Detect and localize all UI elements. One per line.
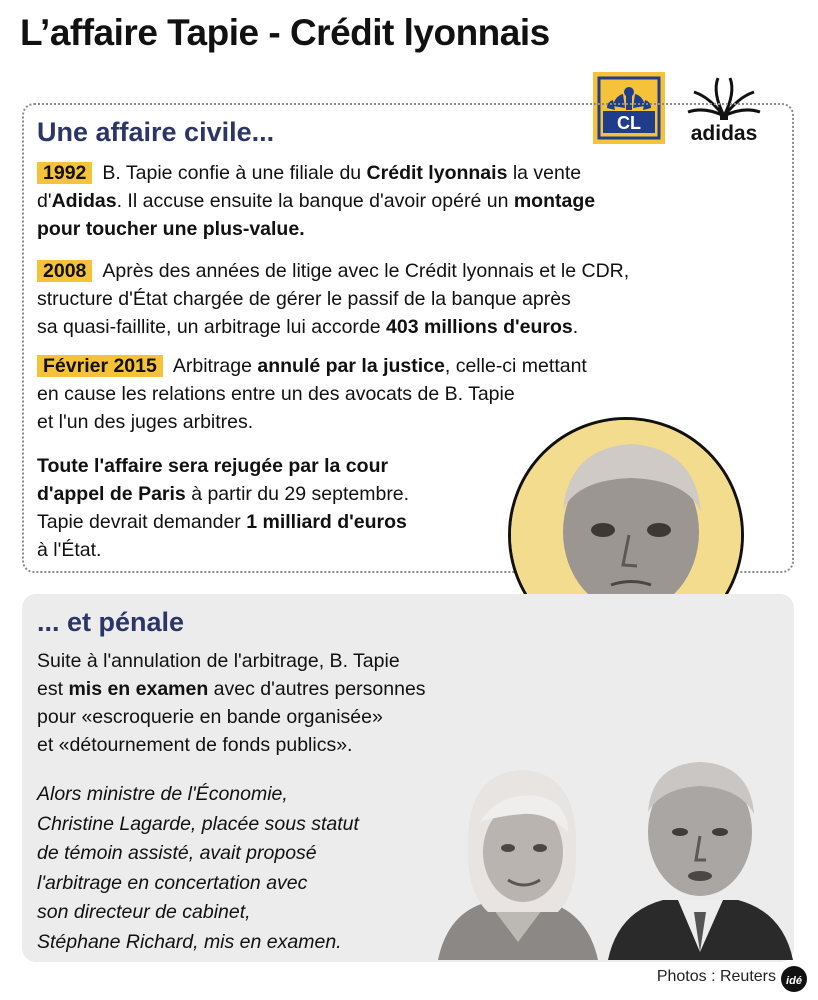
photo-credit: Photos : Reuters [656, 968, 776, 985]
text-line: Suite à l'annulation de l'arbitrage, B. Tapie [37, 650, 400, 672]
text-line: et l'un des juges arbitres. [37, 411, 254, 433]
lagarde-note-line: son directeur de cabinet, [37, 901, 251, 923]
stephane-richard-photo [608, 752, 793, 960]
text-line: Toute l'affaire sera rejugée par la cour [37, 455, 389, 477]
text-line: 1992 B. Tapie confie à une filiale du Crédit lyonnais la vente [37, 159, 757, 187]
lagarde-note-line: l'arbitrage en concertation avec [37, 871, 308, 894]
lagarde-note-line: de témoin assisté, avait proposé [37, 842, 317, 864]
text-line: en cause les relations entre un des avocats de B. Tapie [37, 383, 515, 405]
text-line: 2008 Après des années de litige avec le Crédit lyonnais et le CDR, [37, 257, 777, 285]
event-2008 [37, 257, 777, 341]
text-line: Tapie devrait demander 1 milliard d'euros [37, 511, 407, 533]
penal-heading: ... et pénale [37, 607, 185, 637]
text-line: pour «escroquerie en bande organisée» [37, 706, 383, 728]
lagarde-note-line: Stéphane Richard, mis en examen. [37, 930, 342, 953]
page-title: L’affaire Tapie - Crédit lyonnais [20, 12, 550, 53]
cl-logo-text: CL [617, 113, 641, 133]
christine-lagarde-photo [428, 752, 608, 960]
year-badge: 1992 [37, 162, 92, 184]
lagarde-note-line: Christine Lagarde, placée sous statut [37, 812, 359, 835]
text-line: pour toucher une plus-value. [37, 218, 305, 240]
text-line: est mis en examen avec d'autres personnes [37, 678, 426, 700]
civil-conclusion [37, 452, 507, 564]
svg-text:idé: idé [786, 975, 802, 987]
text-line: à l'État. [37, 539, 102, 561]
year-badge: 2008 [37, 260, 92, 282]
event-1992 [37, 159, 757, 243]
adidas-logo-text: adidas [690, 122, 758, 144]
text-line: et «détournement de fonds publics». [37, 734, 353, 756]
text-line: sa quasi-faillite, un arbitrage lui accorde 403 millions d'euros. [37, 316, 579, 338]
text-line: structure d'État chargée de gérer le passif de la banque après [37, 288, 571, 310]
civil-heading: Une affaire civile... [37, 117, 275, 147]
year-badge: Février 2015 [37, 355, 163, 377]
penal-description [37, 647, 517, 759]
ide-logo-icon [780, 965, 808, 993]
text-line: d'Adidas. Il accuse ensuite la banque d'avoir opéré un montage [37, 190, 596, 212]
lagarde-note [37, 780, 437, 957]
lagarde-note-line: Alors ministre de l'Économie, [37, 783, 288, 805]
text-line: d'appel de Paris à partir du 29 septembre. [37, 483, 410, 505]
text-line: Février 2015 Arbitrage annulé par la justice, celle-ci mettant [37, 352, 757, 380]
